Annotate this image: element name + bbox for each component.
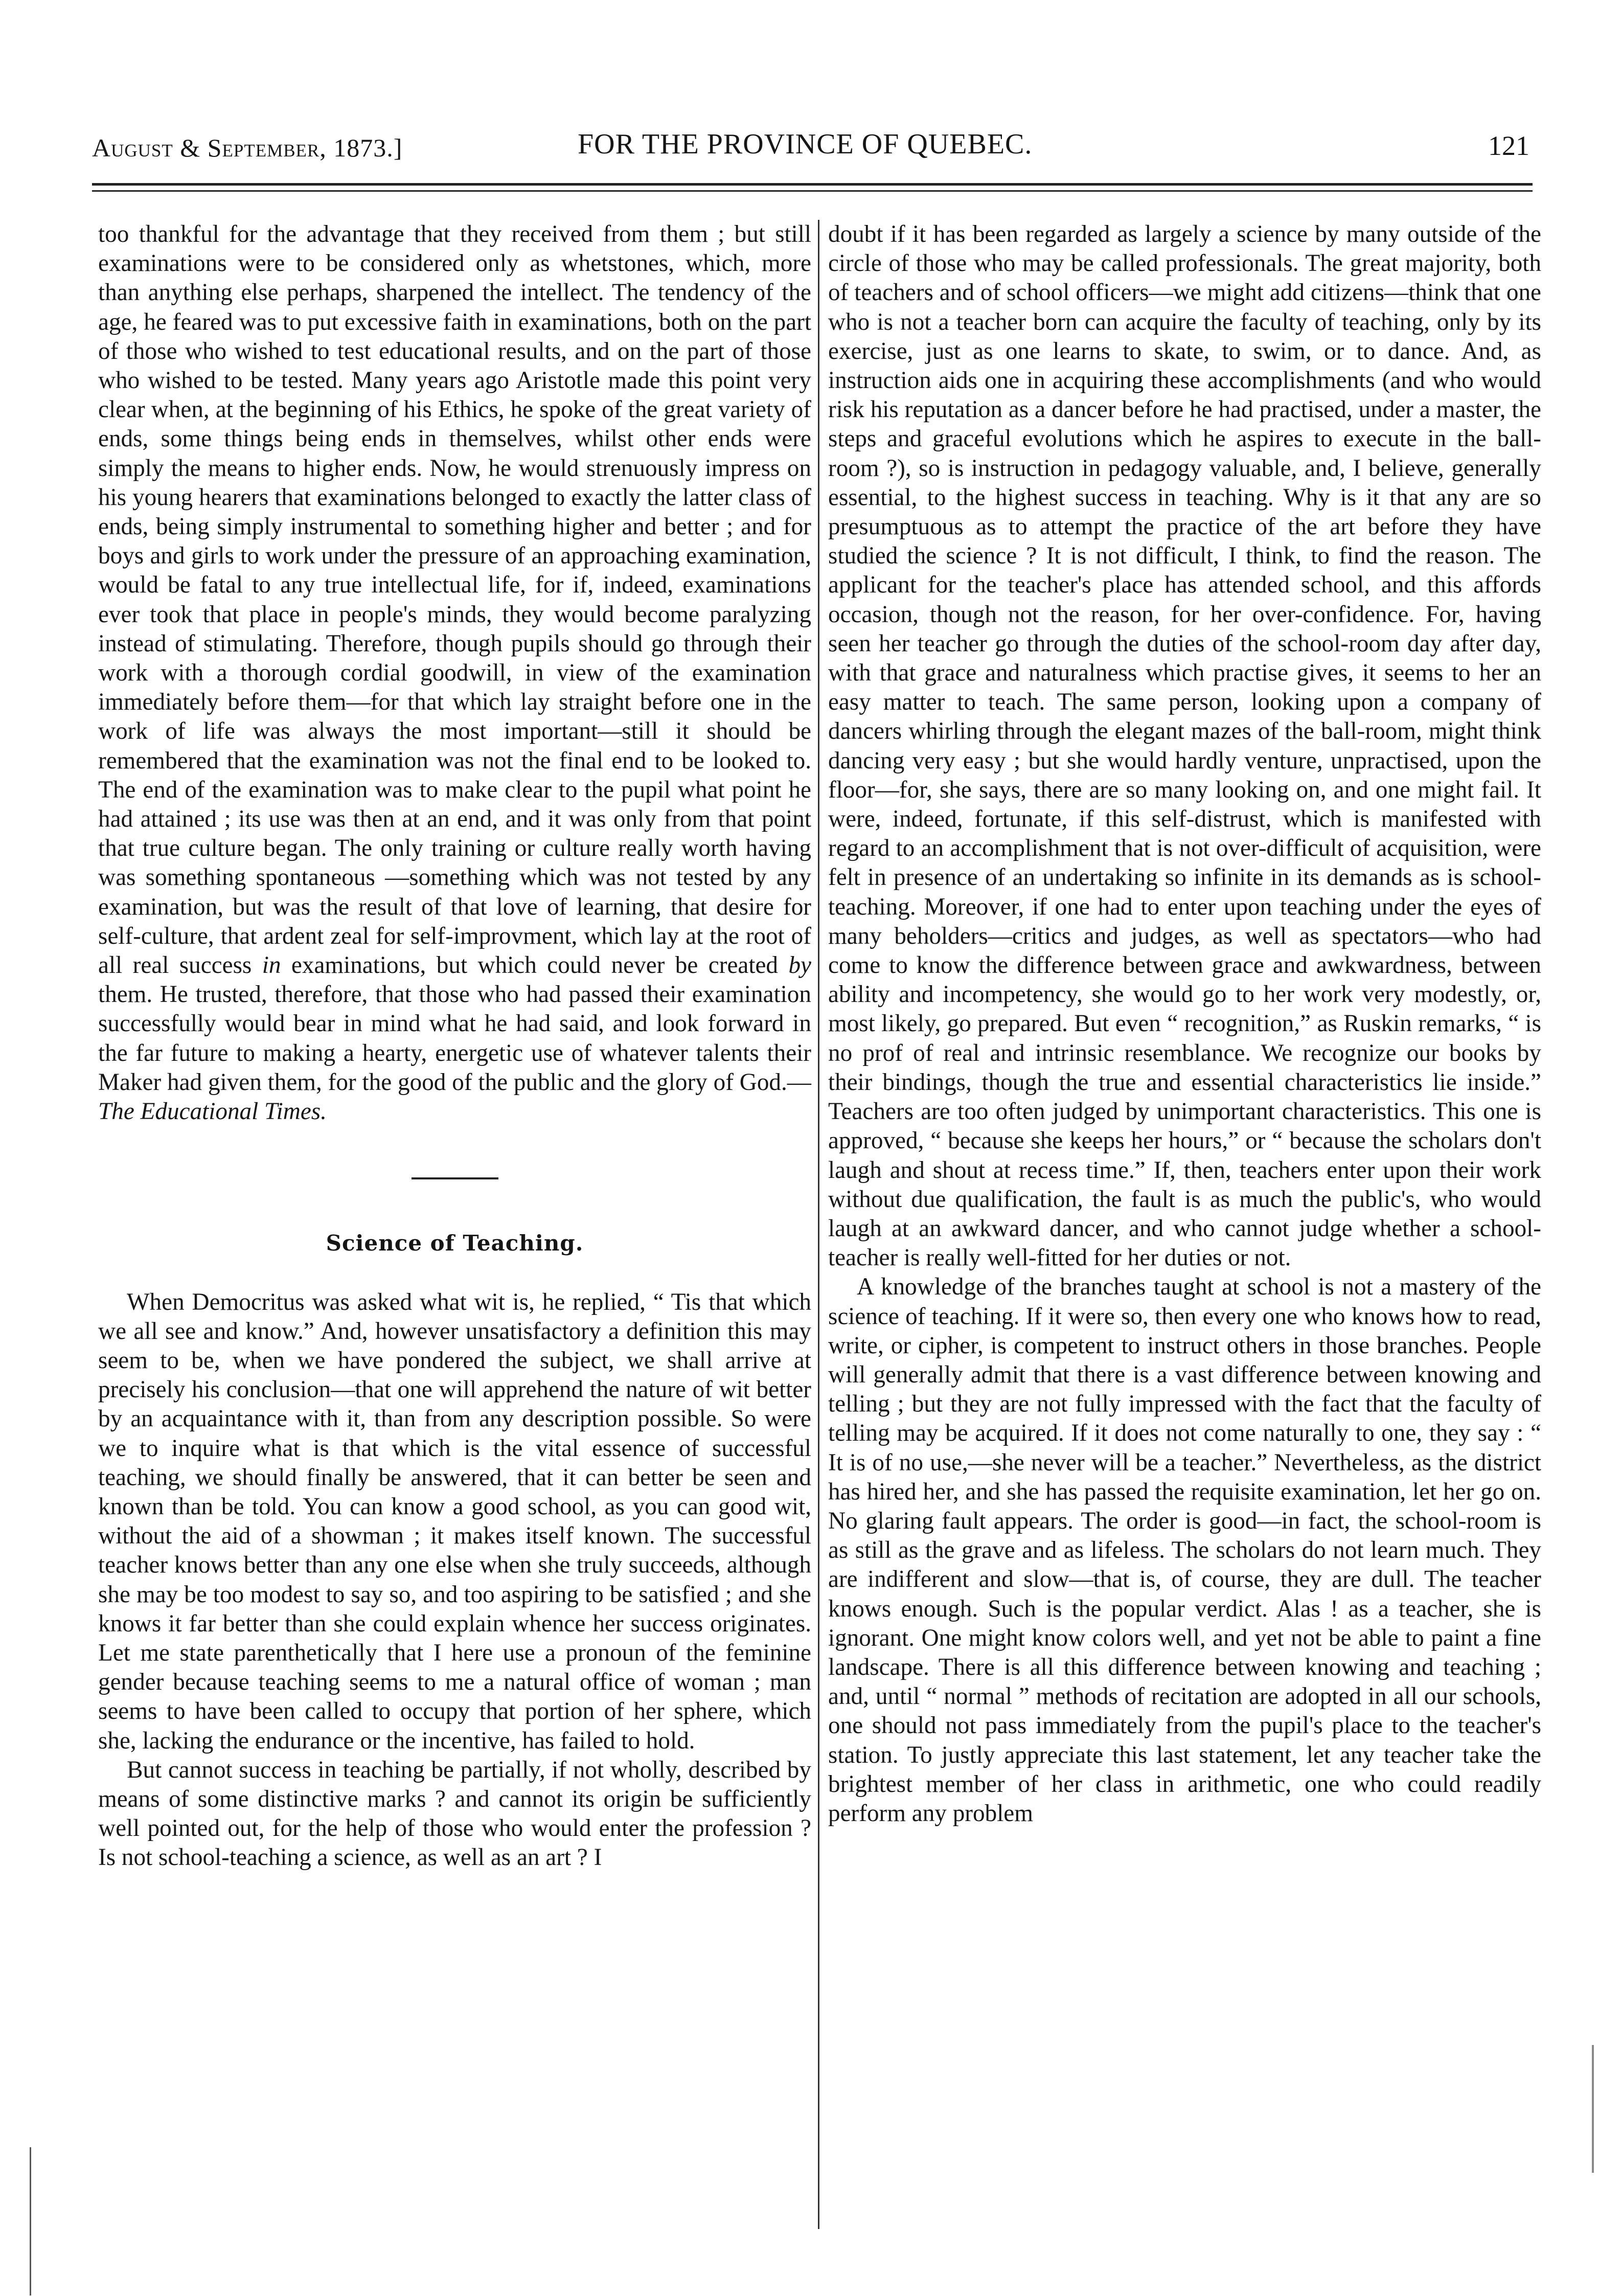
column-divider xyxy=(818,220,819,2229)
article-paragraph-3: doubt if it has been regarded as largely a science by many outside of the circle of those who may be called professionals. The great majority, both of teachers and of school officers—we might add citizens—think that one who is not a teacher born can acquire the faculty of teaching, only by its exercise, just as one learns to skate, to swim, or to dance. And, as instruction aids one in acquiring these accomplishments (and who would risk his reputation as a dancer before he had practised, under a master, the steps and graceful evolutions which he aspires to execute in the ball-room ?), so is instruction in pedagogy valuable, and, I believe, generally essential, to the highest success in teaching. Why is it that any are so presumptuous as to attempt the practice of the art before they have studied the science ? It is not difficult, I think, to find the reason. The applicant for the teacher's place has attended school, and this affords occasion, though not the reason, for her over-confidence. For, having seen her teacher go through the duties of the school-room day after day, with that grace and naturalness which practise gives, it seems to her an easy matter to teach. The same person, looking upon a company of dancers whirling through the elegant mazes of the ball-room, might think dancing very easy ; but she would hardly venture, unpractised, upon the floor—for, she says, there are so many looking on, and one might fail. It were, indeed, fortunate, if this self-distrust, which is manifested with regard to an accomplishment that is not over-difficult of acquisition, were felt in presence of an undertaking so infinite in its demands as is school-teaching. Moreover, if one had to enter upon teaching under the eyes of many beholders—critics and judges, as well as spectators—who had come to know the difference between grace and awkwardness, between ability and incompetency, she would go to her work very modestly, or, most likely, go prepared. But even “ recognition,” as Ruskin remarks, “ is no prof of real and intrinsic resemblance. We recognize our books by their bindings, though the true and essential characteristics lie inside.” Teachers are too often judged by unimportant characteristics. This one is approved, “ because she keeps her hours,” or “ because the scholars don't laugh and shout at recess time.” If, then, teachers enter upon their work without due qualification, the fault is as much the public's, who would laugh at an awkward dancer, and who cannot judge whether a school-teacher is really well-fitted for her duties or not. xyxy=(828,221,1541,1271)
continued-text-part2: examinations, but which could never be created xyxy=(291,952,778,979)
continued-text-part3: them. He trusted, therefore, that those who had passed their examination successfully would bear in mind what he had said, and look forward in the far future to making a hearty, energetic use of whatever talents their Maker had given them, for the good of the public and the glory of God.— xyxy=(98,981,811,1096)
binding-edge xyxy=(30,2147,31,2295)
page-number: 121 xyxy=(1488,130,1529,161)
page-edge-mark xyxy=(1592,2045,1594,2173)
article-paragraph-2: But cannot success in teaching be partially, if not wholly, described by means of some distinctive marks ? and cannot its origin be sufficiently well pointed out, for the help of those who would enter the profession ? Is not school-teaching a science, as well as an art ? I xyxy=(98,1756,811,1871)
continued-article-text xyxy=(98,220,811,1126)
article-paragraph-4: A knowledge of the branches taught at school is not a mastery of the science of teaching. If it were so, then every one who knows how to read, write, or cipher, is competent to instruct others in those branches. People will generally admit that there is a vast difference between knowing and telling ; but they are not fully impressed with the fact that the faculty of telling may be acquired. If it does not come naturally to one, they say : “ It is of no use,—she never will be a teacher.” Nevertheless, as the district has hired her, and she has passed the requisite examination, let her go on. No glaring fault appears. The order is good—in fact, the school-room is as still as the grave and as lifeless. The scholars do not learn much. They are indifferent and slow—that is, of course, they are dull. The teacher knows enough. Such is the popular verdict. Alas ! as a teacher, she is ignorant. One might know colors well, and yet not be able to paint a fine landscape. There is all this difference between knowing and teaching ; and, until “ normal ” methods of recitation are adopted in all our schools, one should not pass immediately from the pupil's place to the teacher's station. To justly appreciate this last statement, let any teacher take the brightest member of her class in arithmetic, one who could readily perform any problem xyxy=(828,1274,1541,1827)
section-title: Science of Teaching. xyxy=(326,1231,584,1256)
header-rule-thin xyxy=(92,190,1533,192)
header-rule-thick xyxy=(92,183,1533,186)
continued-text-part1: too thankful for the advantage that they received from them ; but still examinations were to be considered only as whetstones, which, more than anything else perhaps, sharpened the intellect. The tendency of the age, he feared was to put excessive faith in examinations, both on the part of those who wished to test educational results, and on the part of those who wished to be tested. Many years ago Aristotle made this point very clear when, at the beginning of his Ethics, he spoke of the great variety of ends, some things being ends in themselves, whilst other ends were simply the means to higher ends. Now, he would strenuously impress on his young hearers that examinations belonged to exactly the latter class of ends, being simply instrumental to something higher and better ; and for boys and girls to work under the pressure of an approaching examination, would be fatal to any true intellectual life, for if, indeed, examinations ever took that place in people's minds, they would become paralyzing instead of stimulating. Therefore, though pupils should go through their work with a thorough cordial goodwill, in view of the examination immediately before them—for that which lay straight before one in the work of life was always the most important—still it should be remembered that the examination was not the final end to be looked to. The end of the examination was to make clear to the pupil what point he had attained ; its use was then at an end, and it was only from that point that true culture began. The only training or culture really worth having was something spontaneous —something which was not tested by any examination, but was the result of that love of learning, that desire for self-culture, that ardent zeal for self-improvment, which lay at the root of all real success xyxy=(98,221,811,979)
header-title: FOR THE PROVINCE OF QUEBEC. xyxy=(578,128,1033,160)
header-date: August & September, 1873.] xyxy=(92,133,403,162)
italic-by: by xyxy=(788,952,811,979)
article-paragraph-1: When Democritus was asked what wit is, he replied, “ Tis that which we all see and know.” And, however unsatisfactory a definition this may seem to be, when we have pondered the subject, we shall arrive at precisely his conclusion—that one will apprehend the nature of wit better by an acquaintance with it, than from any description possible. So were we to inquire what is that which is the vital essence of successful teaching, we should finally be answered, that it can better be seen and known than be told. You can know a good school, as you can good wit, without the aid of a showman ; it makes itself known. The successful teacher knows better than any one else when she truly succeeds, although she may be too modest to say so, and too aspiring to be satisfied ; and she knows it far better than she could explain whence her success originates. Let me state parenthetically that I here use a pronoun of the feminine gender because teaching seems to me a natural office of woman ; man seems to have been called to occupy that portion of her sphere, which she, lacking the endurance or the incentive, has failed to hold. xyxy=(98,1288,811,1754)
section-separator xyxy=(412,1177,498,1179)
left-column xyxy=(98,220,811,1873)
article-source: The Educational Times. xyxy=(98,1098,327,1125)
right-column xyxy=(828,220,1541,1828)
page-header xyxy=(92,128,1554,169)
italic-in: in xyxy=(262,952,281,979)
